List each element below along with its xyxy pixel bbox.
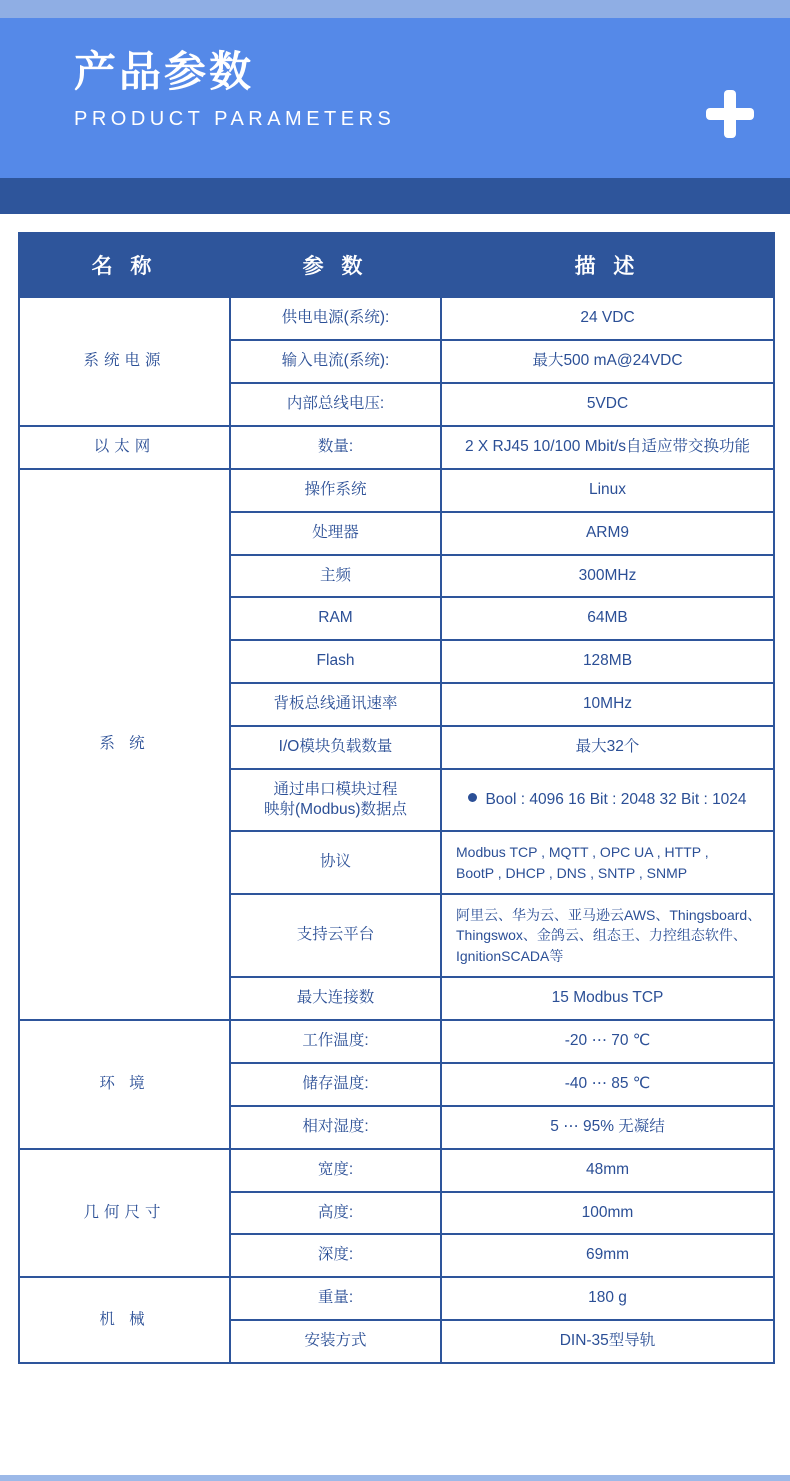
description-cell: ARM9: [441, 512, 774, 555]
parameter-cell: 重量:: [230, 1277, 441, 1320]
parameter-cell: RAM: [230, 597, 441, 640]
description-cell: 5 ⋯ 95% 无凝结: [441, 1106, 774, 1149]
plus-icon-bar-vertical: [724, 90, 736, 138]
bottom-accent-strip: [0, 1475, 790, 1481]
group-name-cell: 机 械: [19, 1277, 230, 1363]
description-cell: 69mm: [441, 1234, 774, 1277]
group-name-cell: 系 统: [19, 469, 230, 1020]
spec-table-wrapper: [18, 232, 773, 1364]
table-row: [19, 426, 774, 469]
description-cell: Bool : 4096 16 Bit : 2048 32 Bit : 1024: [441, 769, 774, 831]
parameter-cell: 相对湿度:: [230, 1106, 441, 1149]
spacer: [0, 214, 790, 232]
description-cell: 24 VDC: [441, 297, 774, 340]
page-subtitle: PRODUCT PARAMETERS: [74, 108, 396, 131]
description-cell: 64MB: [441, 597, 774, 640]
parameter-cell: 深度:: [230, 1234, 441, 1277]
parameter-cell: 数量:: [230, 426, 441, 469]
description-cell: 128MB: [441, 640, 774, 683]
bottom-spacer: [0, 1364, 790, 1380]
plus-icon: [706, 90, 754, 138]
column-header-name: 名 称: [19, 233, 230, 297]
description-cell: -20 ⋯ 70 ℃: [441, 1020, 774, 1063]
parameter-cell: 宽度:: [230, 1149, 441, 1192]
banner-text-block: [74, 48, 395, 131]
description-cell: 300MHz: [441, 555, 774, 598]
parameter-cell: 通过串口模块过程 映射(Modbus)数据点: [230, 769, 441, 831]
description-cell: 最大32个: [441, 726, 774, 769]
table-row: [19, 1020, 774, 1063]
parameter-cell: 协议: [230, 831, 441, 894]
parameter-cell: 输入电流(系统):: [230, 340, 441, 383]
page-title: 产品参数: [74, 47, 255, 96]
top-accent-strip: [0, 0, 790, 18]
description-cell: 15 Modbus TCP: [441, 977, 774, 1020]
description-cell: 最大500 mA@24VDC: [441, 340, 774, 383]
description-cell: 100mm: [441, 1192, 774, 1235]
parameter-cell: Flash: [230, 640, 441, 683]
column-header-description: 描 述: [441, 233, 774, 297]
spec-table-head: [19, 233, 774, 297]
group-name-cell: 系统电源: [19, 297, 230, 426]
parameter-cell: 背板总线通讯速率: [230, 683, 441, 726]
description-cell: 48mm: [441, 1149, 774, 1192]
group-name-cell: 以太网: [19, 426, 230, 469]
description-cell: Modbus TCP , MQTT , OPC UA , HTTP , BootP , DHCP , DNS , SNTP , SNMP: [441, 831, 774, 894]
navy-divider-band: [0, 178, 790, 214]
column-header-parameter: 参 数: [230, 233, 441, 297]
description-cell: 阿里云、华为云、亚马逊云AWS、Thingsboard、Thingswox、金鸽云、组态王、力控组态软件、IgnitionSCADA等: [441, 894, 774, 977]
table-row: [19, 469, 774, 512]
table-row: [19, 1149, 774, 1192]
parameter-cell: 储存温度:: [230, 1063, 441, 1106]
parameter-cell: 内部总线电压:: [230, 383, 441, 426]
spec-table-body: [19, 297, 774, 1363]
table-row: [19, 297, 774, 340]
table-row: [19, 1277, 774, 1320]
description-cell: 180 g: [441, 1277, 774, 1320]
description-cell: DIN-35型导轨: [441, 1320, 774, 1363]
description-cell: 5VDC: [441, 383, 774, 426]
description-cell: -40 ⋯ 85 ℃: [441, 1063, 774, 1106]
description-cell: Linux: [441, 469, 774, 512]
description-cell: 10MHz: [441, 683, 774, 726]
page-banner: [0, 18, 790, 178]
parameter-cell: 支持云平台: [230, 894, 441, 977]
parameter-cell: 工作温度:: [230, 1020, 441, 1063]
parameter-cell: 供电电源(系统):: [230, 297, 441, 340]
parameter-cell: 处理器: [230, 512, 441, 555]
description-cell: 2 X RJ45 10/100 Mbit/s自适应带交换功能: [441, 426, 774, 469]
spec-table: [18, 232, 775, 1364]
group-name-cell: 环 境: [19, 1020, 230, 1149]
bullet-icon: [468, 793, 477, 802]
group-name-cell: 几何尺寸: [19, 1149, 230, 1278]
parameter-cell: 操作系统: [230, 469, 441, 512]
parameter-cell: 安装方式: [230, 1320, 441, 1363]
parameter-cell: 最大连接数: [230, 977, 441, 1020]
parameter-cell: 高度:: [230, 1192, 441, 1235]
table-header-row: [19, 233, 774, 297]
parameter-cell: 主频: [230, 555, 441, 598]
parameter-cell: I/O模块负载数量: [230, 726, 441, 769]
